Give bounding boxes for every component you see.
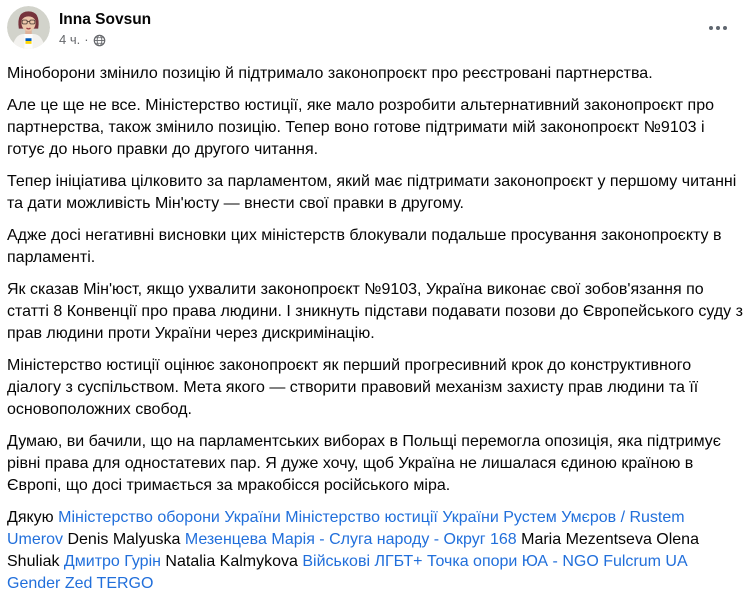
post-paragraph: Міністерство юстиції оцінює законопроєкт як перший прогресивний крок до конструктивного діалогу з суспільством. Мета якого — створити правовий механізм захисту прав людини та її основоположних свобод. (7, 357, 703, 418)
post-paragraph: Міноборони змінило позицію й підтримало законопроєкт про реєстровані партнерства. (7, 65, 653, 82)
mention-link[interactable]: Gender Zed (7, 575, 93, 592)
mention-plain-text: Дякую (7, 509, 59, 526)
post-paragraph-mentions (7, 507, 743, 595)
mention-link[interactable]: Дмитро Гурін (63, 553, 161, 570)
ellipsis-more-icon (716, 26, 720, 30)
meta-separator: · (84, 32, 89, 47)
mention-link[interactable]: Мезенцева Марія - Слуга народу - Округ 168 (184, 531, 517, 548)
mention-link[interactable]: Міністерство оборони України (58, 509, 281, 526)
avatar[interactable] (7, 6, 50, 49)
globe-public-icon (93, 34, 106, 47)
more-options-button[interactable] (703, 20, 733, 36)
ellipsis-more-icon (709, 26, 713, 30)
mention-plain-text: Maria Mezentseva Olena Shuliak (7, 531, 704, 570)
post-paragraph: Як сказав Мін'юст, якщо ухвалити законопроєкт №9103, Україна виконає свої зобов'язання по статті 8 Конвенції про права людини. І зникнуть підстави подавати позови до Європейського суду з прав людини проти України через дискримінацію. (7, 281, 748, 342)
post-header (7, 6, 743, 49)
mention-link[interactable]: TERGO (96, 575, 154, 592)
post-paragraph: Адже досі негативні висновки цих міністерств блокували подальше просування законопроєкту в парламенті. (7, 227, 726, 266)
post-paragraph: Думаю, ви бачили, що на парламентських виборах в Польщі перемогла опозиція, яка підтримує рівні права для одностатевих пар. Я дуже хочу, щоб Україна не лишалася єдиною країною в Європі, що досі тримається за мракобісся російського міра. (7, 433, 726, 494)
ellipsis-more-icon (723, 26, 727, 30)
post-body (7, 63, 748, 595)
mention-plain-text: Natalia Kalmykova (160, 553, 303, 570)
post-paragraph: Але це ще не все. Міністерство юстиції, яке мало розробити альтернативний законопроєкт про партнерства, також змінило позицію. Тепер воно готове підтримати мій законопроєкт №9103 і готує до нього правки до другого читання. (7, 97, 719, 158)
mention-link[interactable]: Рустем Умєров / Rustem Umerov (7, 509, 690, 548)
mention-link[interactable]: Міністерство юстиції України (285, 509, 499, 526)
timestamp[interactable]: 4 ч. (59, 32, 81, 47)
mention-plain-text (687, 553, 691, 570)
author-name[interactable]: Inna Sovsun (59, 11, 152, 28)
avatar-image (7, 6, 50, 49)
post-meta (59, 32, 151, 48)
mention-link[interactable]: Військові ЛГБТ+ Точка опори ЮА - NGO Fulcrum UA (302, 553, 687, 570)
mention-plain-text: Denis Malyuska (63, 531, 185, 548)
header-info (59, 6, 151, 48)
post-paragraph: Тепер ініціатива цілковито за парламентом, який має підтримати законопроєкт у першому читанні та дати можливість Мін'юсту — внести свої правки в другому. (7, 173, 741, 212)
